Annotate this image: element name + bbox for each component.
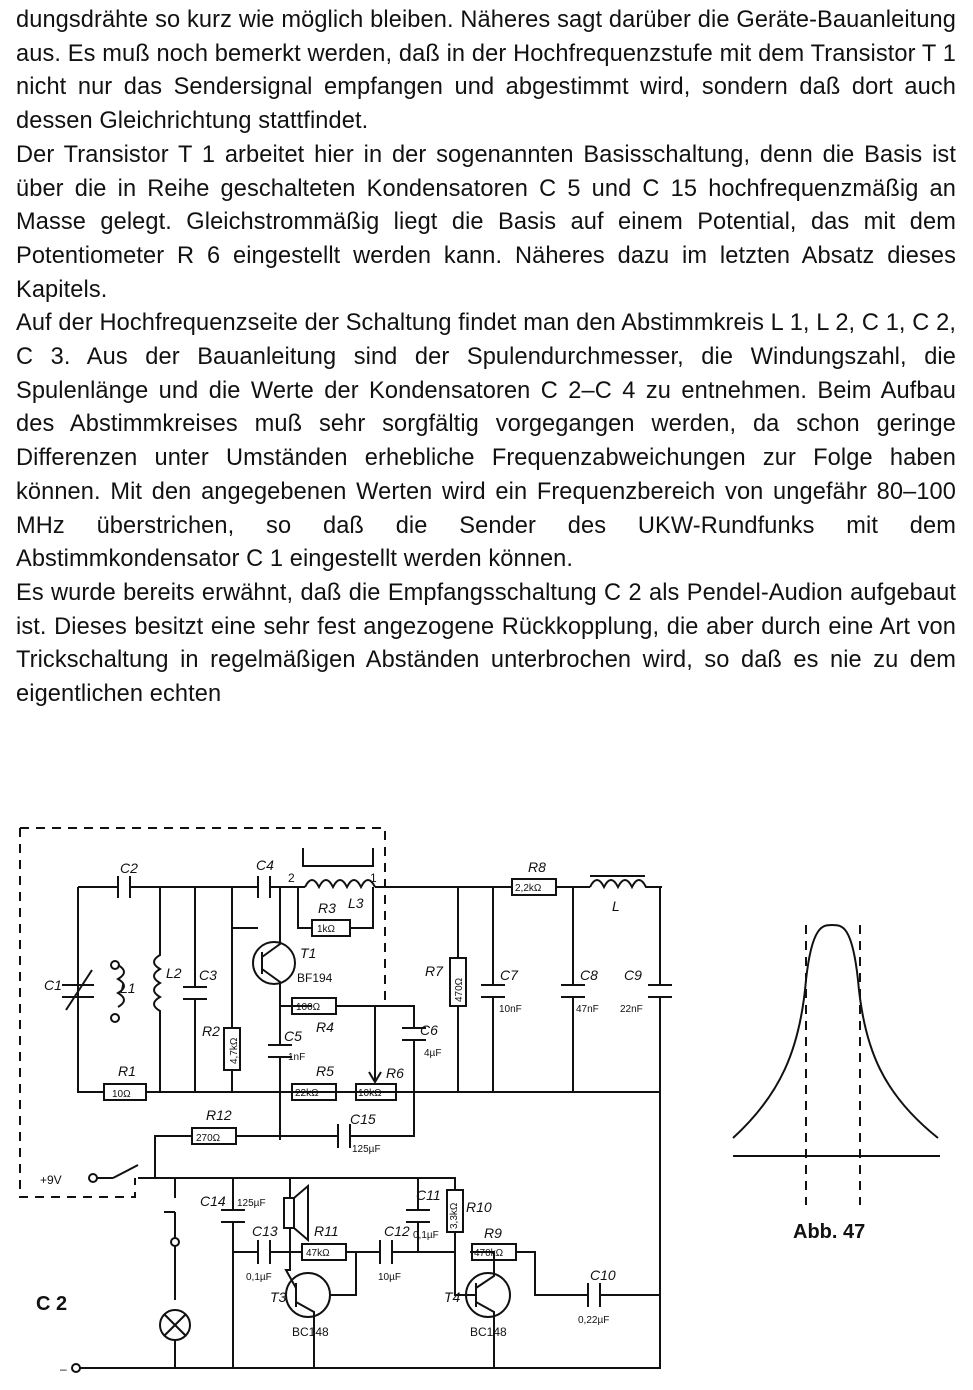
label-l3: L3 xyxy=(348,895,364,911)
value-r4: 100Ω xyxy=(296,1002,321,1013)
paragraph-2: Der Transistor T 1 arbeitet hier in der sogenannten Basisschaltung, denn die Basis ist über die in Reihe geschalteten Kondensatoren C 5 und C 15 hochfrequenzmäßig an Masse gelegt. Gleichstrommäßig liegt die Basis auf einem Potential, das mit dem Potentiometer R 6 eingestellt werden kann. Näheres dazu im letzten Absatz dieses Kapitels. xyxy=(16,141,956,303)
label-c2: C2 xyxy=(120,860,138,876)
value-r5: 22kΩ xyxy=(295,1088,319,1099)
label-c5: C5 xyxy=(284,1028,302,1044)
label-r8: R8 xyxy=(528,859,546,875)
label-r2: R2 xyxy=(202,1023,220,1039)
label-r7: R7 xyxy=(425,963,443,979)
label-t1: T1 xyxy=(300,945,317,961)
label-c15: C15 xyxy=(350,1111,376,1127)
value-r11: 47kΩ xyxy=(306,1248,330,1259)
label-r11: R11 xyxy=(314,1223,339,1239)
label-l: L xyxy=(612,898,620,914)
resonance-curve-figure xyxy=(733,925,940,1243)
label-r5: R5 xyxy=(316,1063,334,1079)
label-c8: C8 xyxy=(580,967,598,983)
label-l2: L2 xyxy=(166,965,182,981)
coil-l3 xyxy=(305,880,375,887)
value-r7: 470Ω xyxy=(454,977,465,1002)
label-c3: C3 xyxy=(199,967,217,983)
value-c11: 0,1µF xyxy=(413,1230,439,1241)
circuit-label: C 2 xyxy=(36,1293,68,1315)
value-c6: 4µF xyxy=(424,1048,442,1059)
label-node-1: 1 xyxy=(370,871,377,885)
label-c10: C10 xyxy=(590,1267,616,1283)
value-t3: BC148 xyxy=(292,1325,329,1339)
label-l1: L1 xyxy=(120,980,136,996)
label-r9: R9 xyxy=(484,1225,502,1241)
label-supply-plus: +9V xyxy=(40,1173,62,1187)
label-c12: C12 xyxy=(384,1223,410,1239)
label-r6: R6 xyxy=(386,1065,404,1081)
value-r10: 3,3kΩ xyxy=(449,1202,460,1229)
label-t3: T3 xyxy=(270,1289,287,1305)
value-c8: 47nF xyxy=(576,1004,599,1015)
coil-l xyxy=(590,880,662,887)
value-c9: 22nF xyxy=(620,1004,643,1015)
resonance-curve xyxy=(733,925,938,1138)
value-r9: 470kΩ xyxy=(474,1248,504,1259)
l3-bracket xyxy=(303,848,373,866)
label-c1: C1 xyxy=(44,977,62,993)
value-r3: 1kΩ xyxy=(317,924,336,935)
figure-caption: Abb. 47 xyxy=(793,1221,866,1243)
value-r8: 2,2kΩ xyxy=(515,883,542,894)
value-c5: 1nF xyxy=(288,1052,306,1063)
label-t4: T4 xyxy=(444,1289,461,1305)
label-r10: R10 xyxy=(466,1199,492,1215)
value-c12: 10µF xyxy=(378,1272,401,1283)
label-r12: R12 xyxy=(206,1107,232,1123)
label-c4: C4 xyxy=(256,857,274,873)
label-r3: R3 xyxy=(318,900,336,916)
label-node-2: 2 xyxy=(288,871,295,885)
label-c13: C13 xyxy=(252,1223,278,1239)
value-c14: 125µF xyxy=(237,1198,266,1209)
label-r4: R4 xyxy=(316,1019,334,1035)
paragraph-3: Auf der Hochfrequenzseite der Schaltung findet man den Abstimmkreis L 1, L 2, C 1, C 2, C 3. Aus der Bauanleitung sind der Spulendurchmesser, die Windungszahl, die Spulenlänge und die Werte der Kondensatoren C 2–C 4 zu entnehmen. Beim Aufbau des Abstimmkreises muß sehr sorgfältig vorgegangen werden, da schon geringe Differenzen unter Umständen erhebliche Frequenzabweichungen zur Folge haben können. Mit den angegebenen Werten wird ein Frequenzbereich von ungefähr 80–100 MHz überstrichen, so daß die Sender des UKW-Rundfunks mit dem Abstimmkondensator C 1 eingestellt werden können. xyxy=(16,310,956,573)
label-c7: C7 xyxy=(500,967,518,983)
value-t4: BC148 xyxy=(470,1325,507,1339)
value-c15: 125µF xyxy=(352,1144,381,1155)
paragraph-4: Es wurde bereits erwähnt, daß die Empfangsschaltung C 2 als Pendel-Audion aufgebaut ist. Dieses besitzt eine sehr fest angezogene Rückkopplung, die aber durch eine Art von Trickschaltung in regelmäßigen Abständen unterbrochen wird, so daß es nie zu dem eigentlichen echten xyxy=(16,579,956,708)
label-supply-minus: – xyxy=(60,1362,67,1376)
speaker xyxy=(284,1198,294,1228)
coil-l2 xyxy=(154,887,160,1092)
value-r2: 4,7kΩ xyxy=(229,1037,240,1064)
value-c13: 0,1µF xyxy=(246,1272,272,1283)
paragraph-1: dungsdrähte so kurz wie möglich bleiben. Näheres sagt darüber die Geräte-Bauanleitung aus. Es muß noch bemerkt werden, daß in der Hochfrequenzstufe mit dem Transistor T 1 nicht nur das Sendersignal empfangen und abgestimmt wird, sondern daß dort auch dessen Gleichrichtung stattfindet. xyxy=(16,7,956,135)
value-r6: 10kΩ xyxy=(358,1088,382,1099)
transistor-t3 xyxy=(286,1273,330,1317)
label-c9: C9 xyxy=(624,967,642,983)
label-c14: C14 xyxy=(200,1193,226,1209)
label-c6: C6 xyxy=(420,1022,438,1038)
value-t1: BF194 xyxy=(297,971,333,985)
label-r1: R1 xyxy=(118,1063,136,1079)
value-c7: 10nF xyxy=(499,1004,522,1015)
label-c11: C11 xyxy=(416,1187,441,1203)
value-r1: 10Ω xyxy=(112,1089,131,1100)
value-c10: 0,22µF xyxy=(578,1315,610,1326)
value-r12: 270Ω xyxy=(196,1133,221,1144)
